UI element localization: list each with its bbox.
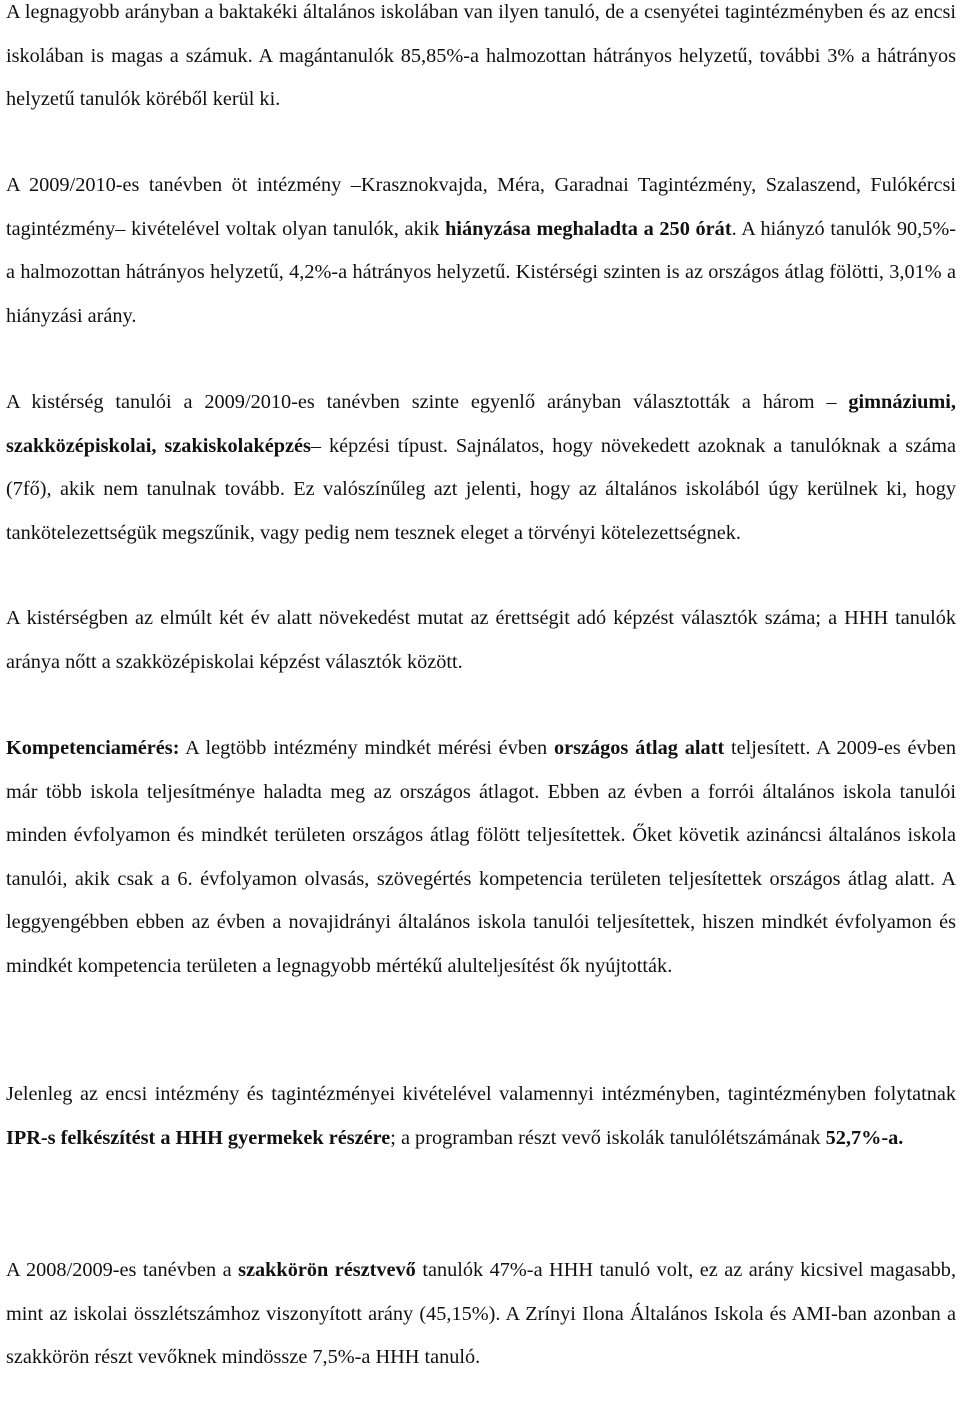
paragraph-further-education bbox=[6, 381, 956, 555]
paragraph-text: . A hiányzó tanulók 90,5%-a halmozottan hátrányos helyzetű, 4,2%-a hátrányos helyzetű. Kistérségi szinten is az országos átlag fölötti, 3,01% a hiányzási arány. bbox=[6, 217, 957, 327]
paragraph-text: teljesített. A 2009-es évben már több iskola teljesítménye haladta meg az országos átlagot. Ebben az évben a forrói általános iskola tanulói minden évfolyamon és mindkét területen országos átlag fölött teljesítettek. Őket követik azináncsi általános iskola tanulói, akik csak a 6. évfolyamon olvasás, szövegértés kompetencia területen teljesítettek országos átlag alatt. A leggyengébben ebben az évben a novajidrányi általános iskola tanulói teljesítettek, hiszen mindkét évfolyamon és mindkét kompetencia területen a legnagyobb mértékű alulteljesítést ők nyújtották. bbox=[6, 737, 956, 977]
bold-phrase: hiányzása meghaladta a 250 órát bbox=[445, 217, 732, 240]
paragraph-text: A kistérség tanulói a 2009/2010-es tanévben szinte egyenlő arányban választották a három – bbox=[6, 391, 837, 413]
paragraph-study-circles bbox=[6, 1249, 956, 1380]
paragraph-text: A kistérségben az elmúlt két év alatt növekedést mutat az érettségit adó képzést választók száma; a HHH tanulók aránya nőtt a szakközépiskolai képzést választók között. bbox=[6, 607, 956, 673]
paragraph-text: A legtöbb intézmény mindkét mérési évben bbox=[179, 737, 554, 759]
paragraph-absences bbox=[6, 164, 956, 338]
paragraph-private-students bbox=[6, 0, 956, 122]
paragraph-graduation-choice bbox=[6, 597, 956, 684]
bold-phrase: 52,7%-a. bbox=[825, 1126, 904, 1149]
paragraph-text: tanulók 47%-a HHH tanuló volt, ez az arány kicsivel magasabb, mint az iskolai összlétszámhoz viszonyított arány (45,15%). A Zrínyi Ilona Általános Iskola és AMI-ban azonban a szakkörön részt vevőknek mindössze 7,5%-a HHH tanuló. bbox=[6, 1259, 957, 1369]
paragraph-ipr-program bbox=[6, 1073, 956, 1160]
bold-phrase: gimnáziumi, szakközépiskolai, szakiskolaképzés bbox=[6, 391, 956, 457]
paragraph-text: ; a programban részt vevő iskolák tanulólétszámának bbox=[390, 1126, 826, 1149]
paragraph-text: – képzési típust. Sajnálatos, hogy növekedett azoknak a tanulóknak a száma (7fő), akik nem tanulnak tovább. Ez valószínűleg azt jelenti, hogy az általános iskolából úgy kerülnek ki, hogy tankötelezettségük megszűnik, vagy pedig nem tesznek eleget a törvényi kötelezettségnek. bbox=[6, 434, 956, 544]
paragraph-text: A 2008/2009-es tanévben a bbox=[6, 1259, 239, 1281]
bold-phrase: szakkörön résztvevő bbox=[238, 1259, 416, 1281]
bold-phrase: országos átlag alatt bbox=[553, 737, 725, 759]
bold-phrase: IPR-s felkészítést a HHH gyermekek részére bbox=[6, 1126, 391, 1149]
paragraph-text: A legnagyobb arányban a baktakéki általános iskolában van ilyen tanuló, de a csenyétei tagintézményben és az encsi iskolában is magas a számuk. A magántanulók 85,85%-a halmozottan hátrányos helyzetű, további 3% a hátrányos helyzetű tanulók köréből kerül ki. bbox=[6, 1, 956, 111]
paragraph-text: Jelenleg az encsi intézmény és tagintézményei kivételével valamennyi intézményben, tagintézményben folytatnak bbox=[6, 1083, 956, 1105]
paragraph-text: A 2009/2010-es tanévben öt intézmény –Krasznokvajda, Méra, Garadnai Tagintézmény, Szalaszend, Fulókércsi tagintézmény– kivételével voltak olyan tanulók, akik bbox=[6, 174, 956, 240]
bold-heading: Kompetenciamérés: bbox=[6, 737, 180, 759]
paragraph-competence-assessment bbox=[6, 727, 956, 989]
